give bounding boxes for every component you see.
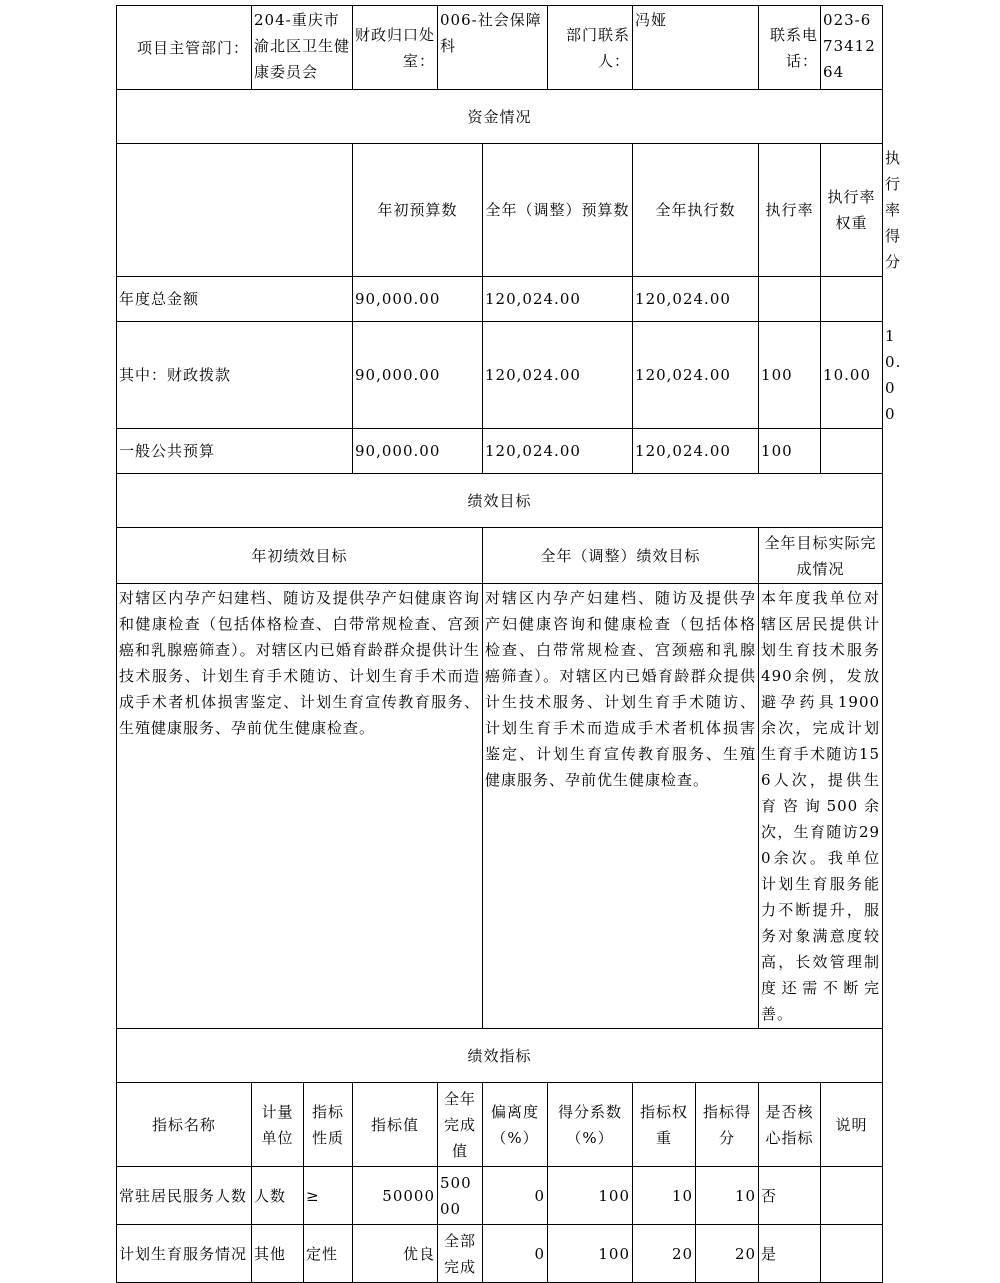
funds-col-executed: 全年执行数 (633, 144, 759, 277)
funds-row-adjusted: 120,024.00 (483, 429, 633, 474)
ind-col-weight: 指标权重 (633, 1083, 696, 1167)
goals-col-adjusted: 全年（调整）绩效目标 (483, 528, 759, 584)
ind-target: 50000 (353, 1167, 438, 1225)
dept-label: 项目主管部门： (117, 6, 252, 90)
ind-unit: 人数 (252, 1167, 304, 1225)
funds-row-rate: 100 (759, 322, 821, 429)
ind-weight: 20 (633, 1225, 696, 1283)
funds-section-title: 资金情况 (117, 90, 883, 144)
ind-weight: 10 (633, 1167, 696, 1225)
funds-header-blank (117, 144, 353, 277)
indicators-header-row (117, 1083, 883, 1167)
goals-title-row (117, 474, 883, 528)
contact-value: 冯娅 (633, 6, 759, 90)
ind-col-deviation: 偏离度（%） (483, 1083, 548, 1167)
phone-label: 联系电话： (759, 6, 821, 90)
funds-header-row: 年初预算数 全年（调整）预算数 全年执行数 执行率 执行率权重 执行率得分 (117, 144, 883, 277)
ind-nature: 定性 (304, 1225, 353, 1283)
ind-col-target: 指标值 (353, 1083, 438, 1167)
funds-col-weight: 执行率权重 (821, 144, 883, 277)
dept-value: 204-重庆市渝北区卫生健康委员会 (252, 6, 353, 90)
office-value: 006-社会保障科 (438, 6, 548, 90)
indicators-title-row (117, 1029, 883, 1083)
indicator-row (117, 1167, 883, 1225)
goals-col-initial: 年初绩效目标 (117, 528, 483, 584)
funds-row-executed: 120,024.00 (633, 322, 759, 429)
ind-deviation: 0 (483, 1225, 548, 1283)
ind-score: 10 (696, 1167, 759, 1225)
header-row (117, 6, 883, 90)
performance-report (116, 5, 902, 1283)
ind-coef: 100 (548, 1225, 633, 1283)
goals-adjusted-text: 对辖区内孕产妇建档、随访及提供孕产妇健康咨询和健康检查（包括体格检查、白带常规检查、宫颈癌和乳腺癌筛查）。对辖区内已婚育龄群众提供计生技术服务、计划生育手术随访、计划生育手术而造成手术者机体损害鉴定、计划生育宣传教育服务、生殖健康服务、孕前优生健康检查。 (483, 584, 759, 1029)
ind-coef: 100 (548, 1167, 633, 1225)
indicators-section-title: 绩效指标 (117, 1029, 883, 1083)
funds-row-adjusted: 120,024.00 (483, 322, 633, 429)
indicator-row (117, 1225, 883, 1283)
goals-col-actual: 全年目标实际完成情况 (759, 528, 883, 584)
funds-title-row (117, 90, 883, 144)
funds-row-initial: 90,000.00 (353, 429, 483, 474)
funds-row-rate: 100 (759, 429, 821, 474)
ind-name: 计划生育服务情况 (117, 1225, 252, 1283)
goals-content-row (117, 584, 883, 1029)
ind-deviation: 0 (483, 1167, 548, 1225)
funds-row-weight (821, 277, 883, 322)
funds-row-initial: 90,000.00 (353, 277, 483, 322)
funds-row-label: 一般公共预算 (117, 429, 353, 474)
goals-section-title: 绩效目标 (117, 474, 883, 528)
ind-name: 常驻居民服务人数 (117, 1167, 252, 1225)
ind-score: 20 (696, 1225, 759, 1283)
ind-core: 否 (759, 1167, 821, 1225)
office-label: 财政归口处室： (353, 6, 438, 90)
funds-row-label: 年度总金额 (117, 277, 353, 322)
funds-row-label: 其中：财政拨款 (117, 322, 353, 429)
funds-row-rate (759, 277, 821, 322)
ind-col-name: 指标名称 (117, 1083, 252, 1167)
goals-initial-text: 对辖区内孕产妇建档、随访及提供孕产妇健康咨询和健康检查（包括体格检查、白带常规检查、宫颈癌和乳腺癌筛查）。对辖区内已婚育龄群众提供计生技术服务、计划生育手术随访、计划生育手术而造成手术者机体损害鉴定、计划生育宣传教育服务、生殖健康服务、孕前优生健康检查。 (117, 584, 483, 1029)
funds-row-weight: 10.00 (821, 322, 883, 429)
ind-col-unit: 计量单位 (252, 1083, 304, 1167)
funds-row (117, 277, 883, 322)
goals-actual-text: 本年度我单位对辖区居民提供计划生育技术服务490余例，发放避孕药具1900余次，完成计划生育手术随访156人次，提供生育咨询500余次，生育随访290余次。我单位计划生育服务能力不断提升，服务对象满意度较高，长效管理制度还需不断完善。 (759, 584, 883, 1029)
funds-col-adjusted: 全年（调整）预算数 (483, 144, 633, 277)
ind-unit: 其他 (252, 1225, 304, 1283)
funds-row-weight (821, 429, 883, 474)
ind-col-nature: 指标性质 (304, 1083, 353, 1167)
ind-actual: 50000 (438, 1167, 483, 1225)
ind-actual: 全部完成 (438, 1225, 483, 1283)
funds-col-initial: 年初预算数 (353, 144, 483, 277)
ind-target: 优良 (353, 1225, 438, 1283)
ind-core: 是 (759, 1225, 821, 1283)
funds-row-initial: 90,000.00 (353, 322, 483, 429)
ind-col-core: 是否核心指标 (759, 1083, 821, 1167)
ind-nature: ≥ (304, 1167, 353, 1225)
ind-col-note: 说明 (821, 1083, 883, 1167)
funds-row: 其中：财政拨款 90,000.00 120,024.00 120,024.00 100 10.00 10.00 (117, 322, 883, 429)
ind-note (821, 1167, 883, 1225)
ind-col-actual: 全年完成值 (438, 1083, 483, 1167)
ind-col-score: 指标得分 (696, 1083, 759, 1167)
funds-col-rate: 执行率 (759, 144, 821, 277)
report-table (116, 5, 902, 1283)
funds-row-adjusted: 120,024.00 (483, 277, 633, 322)
goals-header-row (117, 528, 883, 584)
phone-value: 023-67341264 (821, 6, 883, 90)
funds-row (117, 429, 883, 474)
contact-label: 部门联系人： (548, 6, 633, 90)
ind-col-coef: 得分系数（%） (548, 1083, 633, 1167)
ind-note (821, 1225, 883, 1283)
funds-row-executed: 120,024.00 (633, 277, 759, 322)
funds-row-executed: 120,024.00 (633, 429, 759, 474)
